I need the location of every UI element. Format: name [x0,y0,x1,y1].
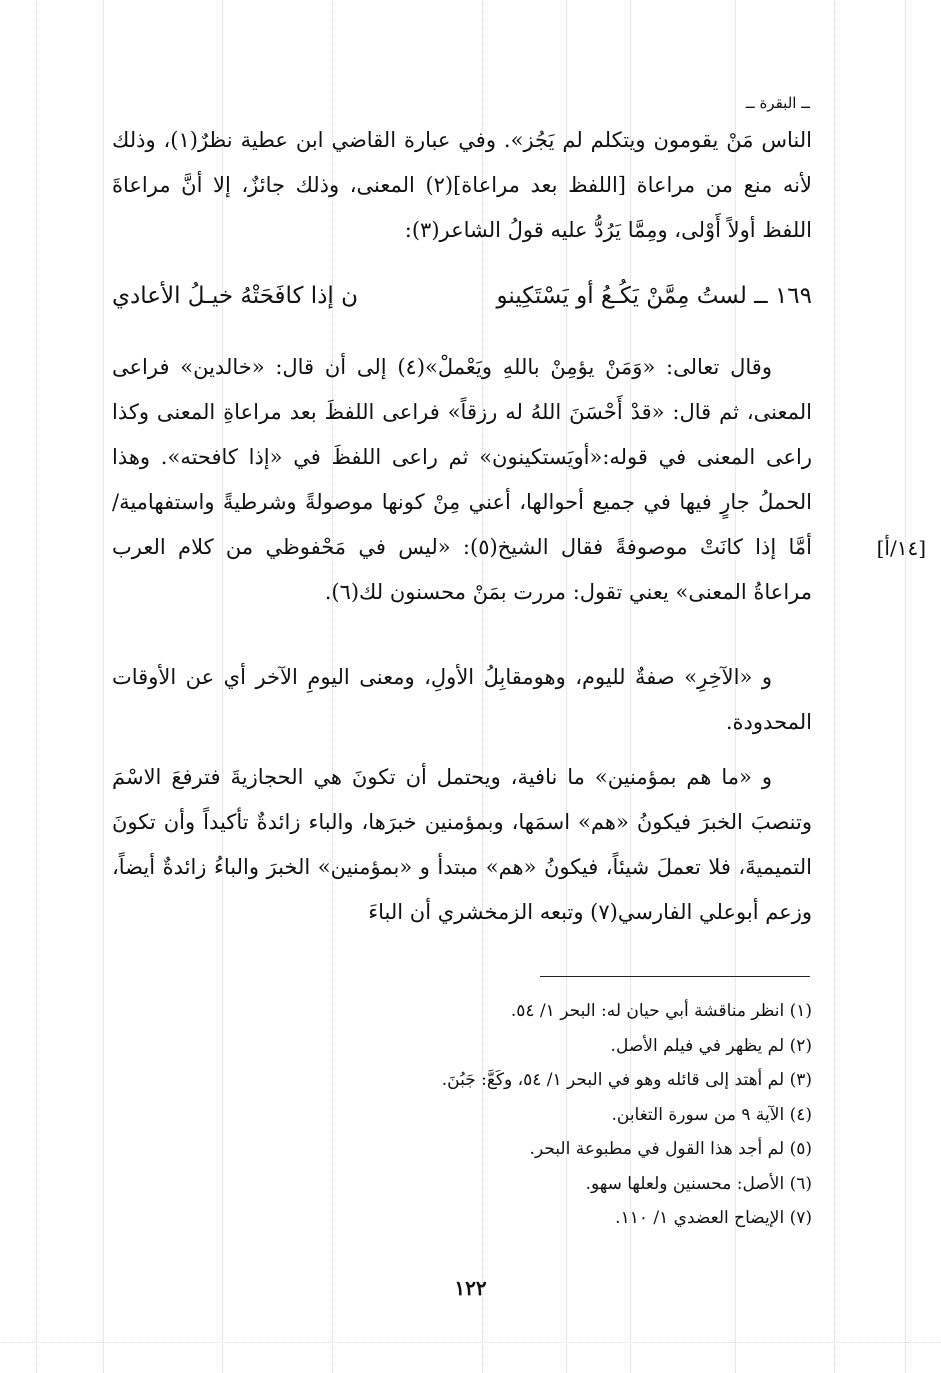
footnote-item: (٢) لم يظهر في فيلم الأصل. [610,1035,812,1056]
footnote-item: (٥) لم أجد هذا القول في مطبوعة البحر. [529,1139,812,1159]
scan-guide-line [103,0,104,1373]
scan-guide-line [0,1342,941,1343]
scan-guide-line [834,0,835,1373]
scan-guide-line [905,0,906,1373]
paragraph-3 [112,655,812,745]
poetry-verse [112,283,812,323]
paragraph-text: وقال تعالى: «وَمَنْ يؤمِنْ باللهِ ويَعْملْ»(٤) إلى أن قال: «خالدين» فراعى المعنى، ثم قال: «قدْ أَحْسَنَ اللهُ له رزقاً» فراعى اللفظَ بعد مراعاةِ المعنى وكذا راعى المعنى في قوله:«أويَستكينون» ثم راعى اللفظَ في «إذا كافحته». وهذا الحملُ جارٍ فيها في جميع أحوالها، أعني مِنْ كونها موصولةً وشرطيةً واستفهامية/ أمَّا إذا كانَتْ موصوفةً فقال الشيخ(٥): «ليس في مَحْفوظي من كلام العرب مراعاةُ المعنى» يعني تقول: مررت بمَنْ محسنون لك(٦). [112,355,812,604]
paragraph-text: و «ما هم بمؤمنين» ما نافية، ويحتمل أن تكونَ هي الحجازيةَ فترفعَ الاسْمَ وتنصبَ الخبرَ فيكونُ «هم» اسمَها، وبمؤمنين خبرَها، والباء زائدةٌ تأكيداً وأن تكونَ التميميةَ، فلا تعملَ شيئاً، فيكونُ «هم» مبتدأ و «بمؤمنين» الخبرَ والباءُ زائدةٌ أيضاً، وزعم أبوعلي الفارسي(٧) وتبعه الزمخشري أن الباءَ [112,765,813,924]
verse-second-hemistich: ن إذا كافَحَتْهُ خيـلُ الأعادي [112,283,359,309]
running-head: ــ البقرة ــ [745,94,810,112]
footnote-item: (٧) الإيضاح العضدي ١/ ١١٠. [615,1208,812,1228]
footnote-item: (٤) الآية ٩ من سورة التغابن. [611,1104,812,1125]
paragraph-text: الناس مَنْ يقومون ويتكلم لم يَجُز». وفي عبارة القاضي ابن عطية نظرٌ(١)، وذلك لأنه منع من مراعاة [اللفظ بعد مراعاة](٢) المعنى، وذلك جائزٌ، إلا أنَّ مراعاةَ اللفظ أولاً أَوْلى، ومِمَّا يَرُدُّ عليه قولُ الشاعر(٣): [112,128,812,242]
paragraph-1 [112,118,812,253]
paragraph-2 [112,345,812,615]
footnotes-list [140,994,812,1236]
page-number: ١٢٢ [454,1276,487,1300]
footnote-item: (٦) الأصل: محسنين ولعلها سهو. [585,1173,812,1194]
paragraph-4 [112,755,812,935]
folio-marker: [١٤/أ] [876,536,926,560]
paragraph-text: و «الآخِرِ» صفةٌ لليوم، وهومقابِلُ الأولِ، ومعنى اليومِ الآخر أي عن الأوقات المحدودة. [112,665,812,734]
footnote-item: (١) انظر مناقشة أبي حيان له: البحر ١/ ٥٤. [510,1001,812,1021]
scan-guide-line [36,0,37,1373]
footnote-separator [540,976,810,977]
verse-first-hemistich: ١٦٩ ــ لستُ مِمَّنْ يَكُـعُ أو يَسْتَكِينو [496,283,812,309]
footnote-item: (٣) لم أهتد إلى قائله وهو في البحر ١/ ٥٤، وكَعَّ: جَبُنَ. [441,1070,812,1090]
